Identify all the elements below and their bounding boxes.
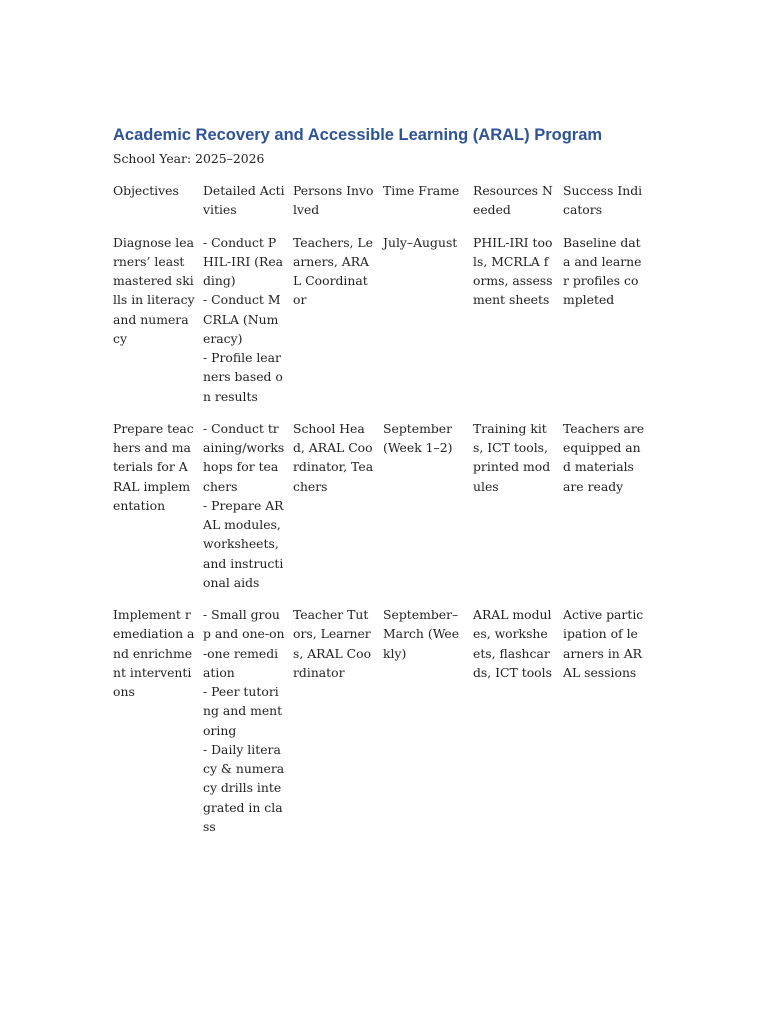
resources-cell: PHIL-IRI tools, MCRLA forms, assessment sheets <box>473 234 553 308</box>
activity-item: - Conduct PHIL-IRI (Reading) <box>203 234 284 288</box>
activity-item: - Small group and one-on-one remediation <box>203 607 285 680</box>
activities-cell <box>203 419 293 605</box>
activities-cell <box>203 605 293 849</box>
activity-item: - Profile learners based on results <box>203 350 283 404</box>
time-frame-cell: September (Week 1–2) <box>383 420 453 455</box>
table-row <box>113 605 653 849</box>
document-page <box>113 123 673 849</box>
activity-item: - Prepare ARAL modules, worksheets, and instructional aids <box>203 497 284 590</box>
persons-cell: Teachers, Learners, ARAL Coordinator <box>293 234 373 308</box>
program-table <box>113 181 653 849</box>
header-objectives: Objectives <box>113 183 179 198</box>
objective-cell: Prepare teachers and materials for ARAL implementation <box>113 420 194 513</box>
activity-item: - Daily literacy & numeracy drills integrated in class <box>203 741 285 834</box>
table-header-row <box>113 181 653 233</box>
activities-cell <box>203 233 293 419</box>
indicators-cell: Active participation of learners in ARAL sessions <box>563 607 644 680</box>
persons-cell: School Head, ARAL Coordinator, Teachers <box>293 420 374 494</box>
activity-item: - Conduct training/workshops for teachers <box>203 420 285 494</box>
header-time-frame: Time Frame <box>383 183 460 198</box>
objective-cell: Diagnose learners’ least mastered skills in literacy and numeracy <box>113 234 195 346</box>
indicators-cell: Baseline data and learner profiles completed <box>563 234 642 308</box>
persons-cell: Teacher Tutors, Learners, ARAL Coordinator <box>293 607 372 680</box>
table-row <box>113 419 653 605</box>
activity-item: - Conduct MCRLA (Numeracy) <box>203 292 281 346</box>
header-success-indicators: Success Indicators <box>563 183 643 218</box>
time-frame-cell: September–March (Weekly) <box>383 607 460 661</box>
table-row <box>113 233 653 419</box>
resources-cell: Training kits, ICT tools, printed modules <box>473 420 551 494</box>
resources-cell: ARAL modules, worksheets, flashcards, ICT tools <box>473 607 552 680</box>
document-title: Academic Recovery and Accessible Learning (ARAL) Program <box>113 126 603 144</box>
indicators-cell: Teachers are equipped and materials are ready <box>563 420 645 494</box>
school-year: School Year: 2025–2026 <box>113 151 265 166</box>
header-persons-involved: Persons Involved <box>293 183 374 218</box>
objective-cell: Implement remediation and enrichment interventions <box>113 607 195 699</box>
time-frame-cell: July–August <box>383 234 458 250</box>
activity-item: - Peer tutoring and mentoring <box>203 684 283 738</box>
header-detailed-activities: Detailed Activities <box>203 183 285 218</box>
header-resources-needed: Resources Needed <box>473 183 553 218</box>
